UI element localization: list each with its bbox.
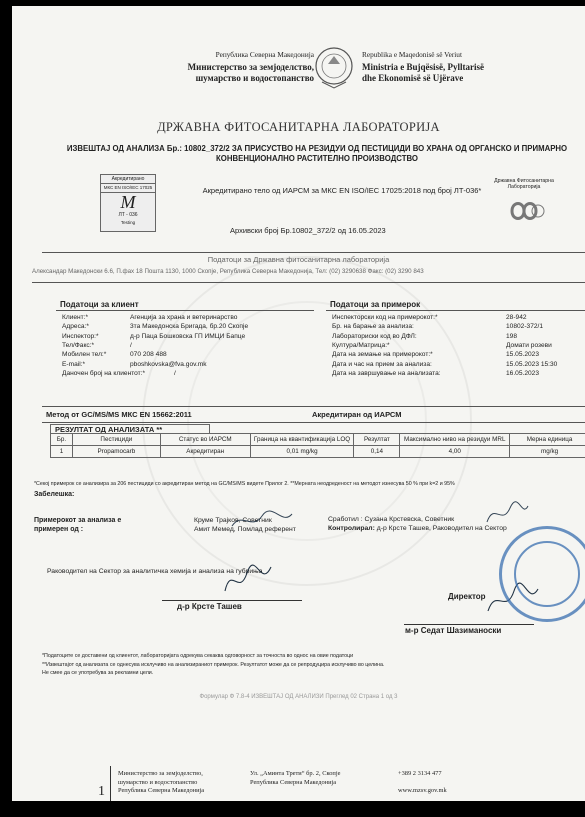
results-column-header: Пестициди (72, 434, 160, 446)
results-cell: Акредитиран (160, 446, 250, 458)
sample-value: 15.05.2023 15:30 (506, 360, 558, 368)
sample-label: Дата на завршување на анализата: (332, 369, 441, 377)
divider (42, 252, 585, 253)
coat-of-arms-icon (312, 42, 356, 94)
signature-sampler-icon (227, 506, 297, 534)
results-cell: mg/kg (510, 446, 585, 458)
footer-ministry: Министерство за земјоделство, шумарство и водостопанство Република Северна Македонија (118, 770, 205, 794)
form-code: Формулар Ф 7.8-4 ИЗВЕШТАЈ ОД АНАЛИЗИ Преглед 02 Страна 1 од 3 (199, 694, 398, 700)
results-remarks: Забелешка: (34, 491, 75, 498)
divider (42, 406, 585, 407)
prepared-row (328, 516, 454, 523)
method-accredited: Акредитиран од ИАРСМ (312, 410, 402, 419)
lab-info-address: Александар Македонски 6.6, П.фах 18 Пошта 1130, 1000 Скопје, Република Северна Македонија, Тел: (02) 3290638 Факс: (02) 3290 843 (32, 268, 424, 275)
archive-date: 16.05.2023 (348, 226, 386, 235)
header-sq-country: Republika e Maqedonisë së Veriut (362, 50, 462, 59)
controlled-name: д-р Крсте Ташев, Раководител на Сектор (376, 525, 507, 532)
method-label: Метод от GC/MS/MS МКС EN 15662:2011 (46, 410, 192, 419)
results-column-header: Мерна единица (510, 434, 585, 446)
footer-phone: +389 2 3134 477 (398, 770, 442, 777)
document-page (12, 6, 585, 801)
divider (42, 422, 585, 423)
signature-head-icon (217, 561, 277, 601)
results-cell: 0,14 (354, 446, 400, 458)
results-row (51, 446, 585, 458)
lab-info-heading: Податоци за Државна фитосанитарна лабораторија (207, 255, 390, 264)
received-names: Круме Трајков, Советник Амит Мемед, Помлад референт (194, 517, 296, 533)
footnotes (42, 652, 582, 678)
footer-web: www.mzsv.gov.mk (398, 787, 447, 794)
footnote-3: Не смее да се употребува за рекламни цели. (42, 670, 154, 676)
results-cell: Propamocarb (72, 446, 160, 458)
head-caption: Раководител на Сектор за аналитичка хемија и анализа на губриња (47, 568, 263, 575)
client-label: Инспектор:* (62, 332, 99, 340)
accreditation-badge (100, 174, 156, 232)
results-cell: 4,00 (400, 446, 510, 458)
client-label: Клиент:* (62, 314, 89, 321)
header-sq-ministry: Ministria e Bujqësisë, Pylltarisë dhe Ekonomisë së Ujërave (362, 62, 484, 83)
client-value: 070 208 488 (130, 351, 167, 359)
results-column-header: Максимално ниво на резидуи MRL (400, 434, 510, 446)
official-stamp-icon (499, 526, 585, 622)
badge-mid: МКС EN ISO/IEC 17025 (101, 183, 155, 193)
client-label: Тел/Факс:* (62, 341, 95, 349)
archive-label: Архивски број Бр.10802_372/2 (230, 226, 336, 235)
official-stamp-inner (514, 541, 580, 607)
sample-value: 15.05.2023 (506, 351, 540, 359)
head-name: д-р Крсте Ташев (177, 602, 242, 611)
sample-value: 28-942 (506, 314, 527, 321)
report-title: ИЗВЕШТАЈ ОД АНАЛИЗА Бр.: 10802_372/2 ЗА ПРИСУСТВО НА РЕЗИДУИ ОД ПЕСТИЦИДИ ВО ХРАНА ОД ОРГАНСКО И ПРИМАРНО КОНВЕНЦИОНАЛНО РАСТИТЕЛНО ПРОИЗВОДСТВО (66, 144, 568, 163)
head-signature-line (162, 600, 302, 601)
sample-heading: Податоци за примерок (330, 300, 421, 309)
prepared-name: Сузана Крстевска, Советник (364, 516, 455, 523)
director-name: м-р Седат Шазиманоски (405, 626, 502, 635)
footer-page-num: 1 (98, 784, 105, 799)
client-value: / (130, 341, 132, 349)
sample-value: 198 (506, 332, 518, 340)
badge-top: Акредитирано (111, 176, 145, 182)
prepared-label: Сработил : (328, 516, 363, 523)
results-cell: 0,01 mg/kg (250, 446, 354, 458)
sample-value: Домати розеви (506, 341, 552, 349)
client-label: Мобилен тел:* (62, 351, 107, 359)
controlled-row (328, 525, 507, 532)
client-value: д-р Паца Бошковска ГП ИМЦИ Бапце (130, 332, 246, 340)
client-value: 3та Македонска Бригада, бр.20 Скопје (130, 323, 249, 331)
badge-bottom: Testing (120, 220, 136, 225)
sample-label: Дата и час на прием за анализа: (332, 360, 432, 368)
archive-number (230, 226, 386, 235)
results-table (50, 433, 585, 458)
results-column-header: Граница на квантификација LOQ (250, 434, 354, 446)
sample-label: Лабораториски код во ДФЛ: (332, 332, 417, 340)
sample-label: Инспекторски код на примерокот:* (332, 314, 438, 321)
sample-value: 10802-372/1 (506, 323, 544, 331)
header-mk-ministry: Министерство за земјоделство, шумарство и водостопанство (187, 62, 314, 83)
lab-logo-icon (500, 196, 548, 226)
controlled-label: Контролирал: (328, 525, 375, 532)
results-body (51, 446, 585, 458)
sample-label: Култура/Матрица:* (332, 341, 390, 349)
sample-label: Бр. на барање за анализа: (332, 323, 414, 331)
footer-divider (110, 766, 111, 801)
footnote-1: *Податоците се доставени од клиентот, лабораторијата одрекува секаква одговорност за точноста во однос на овие податоци (42, 653, 354, 659)
divider (56, 310, 314, 311)
director-caption: Директор (448, 592, 486, 601)
footer-address: Ул. „Аминта Трети“ бр. 2, Скопје Република Северна Македонија (250, 770, 341, 786)
signature-prepared-icon (482, 500, 532, 528)
badge-m-icon: M (120, 192, 136, 212)
results-header-row (51, 434, 585, 446)
footnote-2: **Извештајот од анализата се однесува исклучиво на анализираниот примерок. Резултатот може да се репродуцира исклучиво во целина. (42, 661, 385, 668)
lab-logo-caption: Државна Фитосанитарна Лабораторија (494, 178, 554, 190)
accreditation-text: Акредитирано тело од ИАРСМ за МКС EN ISO/IEC 17025:2018 под број ЛТ-036* (202, 186, 482, 195)
client-heading: Податоци за клиент (60, 300, 139, 309)
client-value: / (174, 369, 176, 377)
director-signature-line (404, 624, 534, 625)
client-label: E-mail:* (62, 360, 86, 368)
results-cell: 1 (51, 446, 73, 458)
lab-title: ДРЖАВНА ФИТОСАНИТАРНА ЛАБОРАТОРИЈА (157, 120, 440, 134)
client-value: Агенција за храна и ветеринарство (130, 314, 238, 321)
client-value: pboshkovska@fva.gov.mk (130, 360, 207, 368)
results-column-header: Резултат (354, 434, 400, 446)
sample-label: Дата на земање на примерокот:* (332, 351, 433, 359)
received-label: Примерокот за анализа е примерен од : (34, 517, 122, 533)
archive-date-prefix: од (337, 226, 347, 235)
header-mk-country: Република Северна Македонија (215, 50, 314, 59)
client-label: Даночен број на клиентот:* (62, 369, 146, 377)
results-heading: РЕЗУЛТАТ ОД АНАЛИЗАТА ** (50, 424, 210, 434)
results-column-header: Бр. (51, 434, 73, 446)
divider (326, 310, 585, 311)
client-label: Адреса:* (62, 323, 89, 331)
results-footnote: *Секој примерок се анализира за 206 пестициди со акредитиран метод на GC/MS/MS видете Прилог 2. **Мерната неодреденост на методот изнесува 50 % при k=2 и 95% (34, 481, 455, 487)
badge-num: ЛТ - 036 (118, 212, 138, 218)
sample-value: 16.05.2023 (506, 369, 540, 377)
divider (32, 282, 585, 283)
results-column-header: Статус во ИАРСМ (160, 434, 250, 446)
